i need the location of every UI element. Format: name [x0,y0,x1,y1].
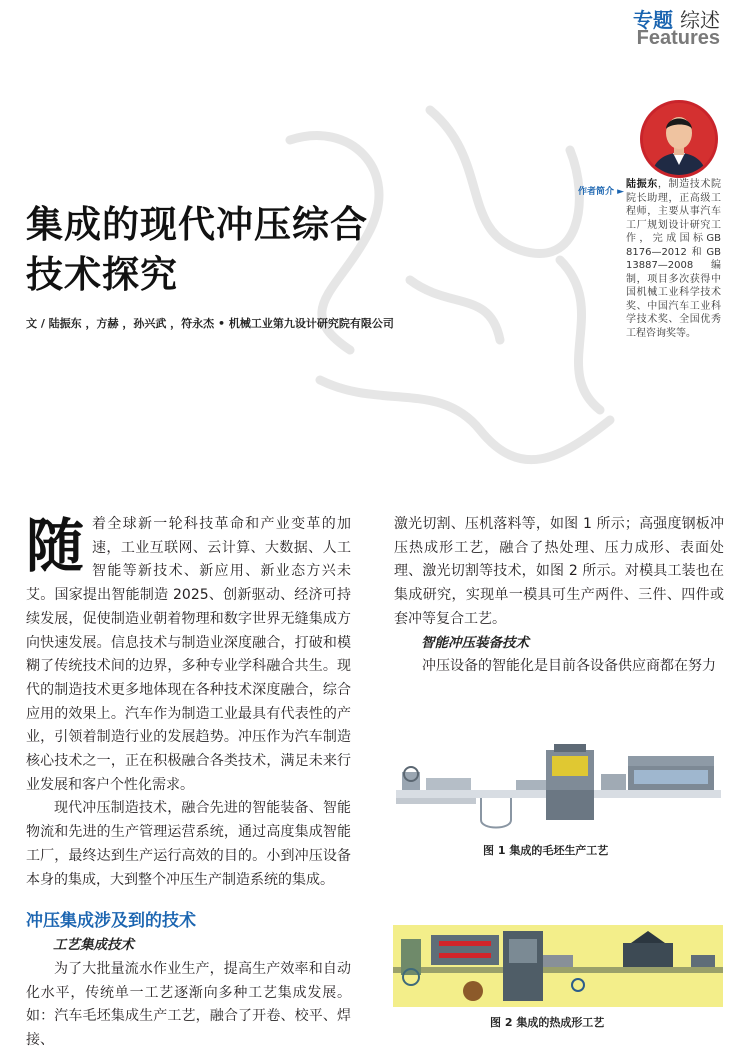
section-heading: 冲压集成涉及到的技术 [26,911,196,932]
article-byline: 文 / 陆振东 ，方赫 ，孙兴武 ，符永杰 • 机械工业第九设计研究院有限公司 [26,317,394,330]
subheading: 工艺集成技术 [53,937,134,954]
section-label-bold: 专题 [633,8,674,32]
intro-paragraph: 随着全球新一轮科技革命和产业变革的加速，工业互联网、云计算、大数据、人工智能等新技术、新应用、新业态方兴未艾。国家提出智能制造 2025、创新驱动、经济可持续发展，促使制造业朝着物理和数字世界无缝集成方向快速发展。信息技术与制造业深度融合，打破和模糊了传统技术间的边界，多种专业学科融合共生。现代的制造技术更多地体现在各种技术深度融合，综合应用的效果上。汽车作为制造工业最具有代表性的产业，引领着制造行业的发展趋势。冲压作为汽车制造核心技术之一，正在积极融合各类技术，满足未来行业发展和客户个性化需求。 [26,512,351,793]
body-column-left [26,513,351,1053]
author-avatar [640,100,718,178]
author-bio: 陆振东，制造技术院院长助理，正高级工程师，主要从事汽车工厂规划设计研究工作，完成国标GB 8176—2012和GB 13887—2008编制，项目多次获得中国机械工业科学技术奖、中国汽车工业科学技术奖、全国优秀工程咨询奖等。 [626,179,721,339]
drop-cap: 随 [26,512,85,580]
section-label: 综述 [680,8,720,32]
figure-caption: 图 1 集成的毛坯生产工艺 [483,844,609,857]
author-intro-tag: 作者简介 ► [578,187,625,197]
body-column-right [394,513,724,679]
paragraph: 冲压设备的智能化是目前各设备供应商都在努力 [422,658,716,675]
figure-hot-forming-line [393,925,723,1007]
paragraph: 现代冲压制造技术，融合先进的智能装备、智能物流和先进的生产管理运营系统，通过高度集成智能工厂，最终达到生产运行高效的目的。小到冲压设备本身的集成，大到整个冲压生产制造系统的集成。 [26,800,351,888]
author-name: 陆振东 [626,179,658,190]
subheading: 智能冲压装备技术 [421,634,529,651]
paragraph: 为了大批量流水作业生产，提高生产效率和自动化水平，传统单一工艺逐渐向多种工艺集成发展。如：汽车毛坯集成生产工艺，融合了开卷、校平、焊接、 [26,960,351,1049]
figure-caption: 图 2 集成的热成形工艺 [490,1016,605,1029]
paragraph: 激光切割、压机落料等，如图 1 所示；高强度钢板冲压热成形工艺，融合了热处理、压力成形、表面处理、激光切割等技术，如图 2 所示。对模具工装也在集成研究，实现单一模具可生产两件、三件、四件或套冲等复合工艺。 [394,516,724,627]
article-title: 集成的现代冲压综合 技术探究 [26,203,368,296]
section-label-en: Features [636,27,720,49]
figure-blank-production-line [396,742,721,832]
